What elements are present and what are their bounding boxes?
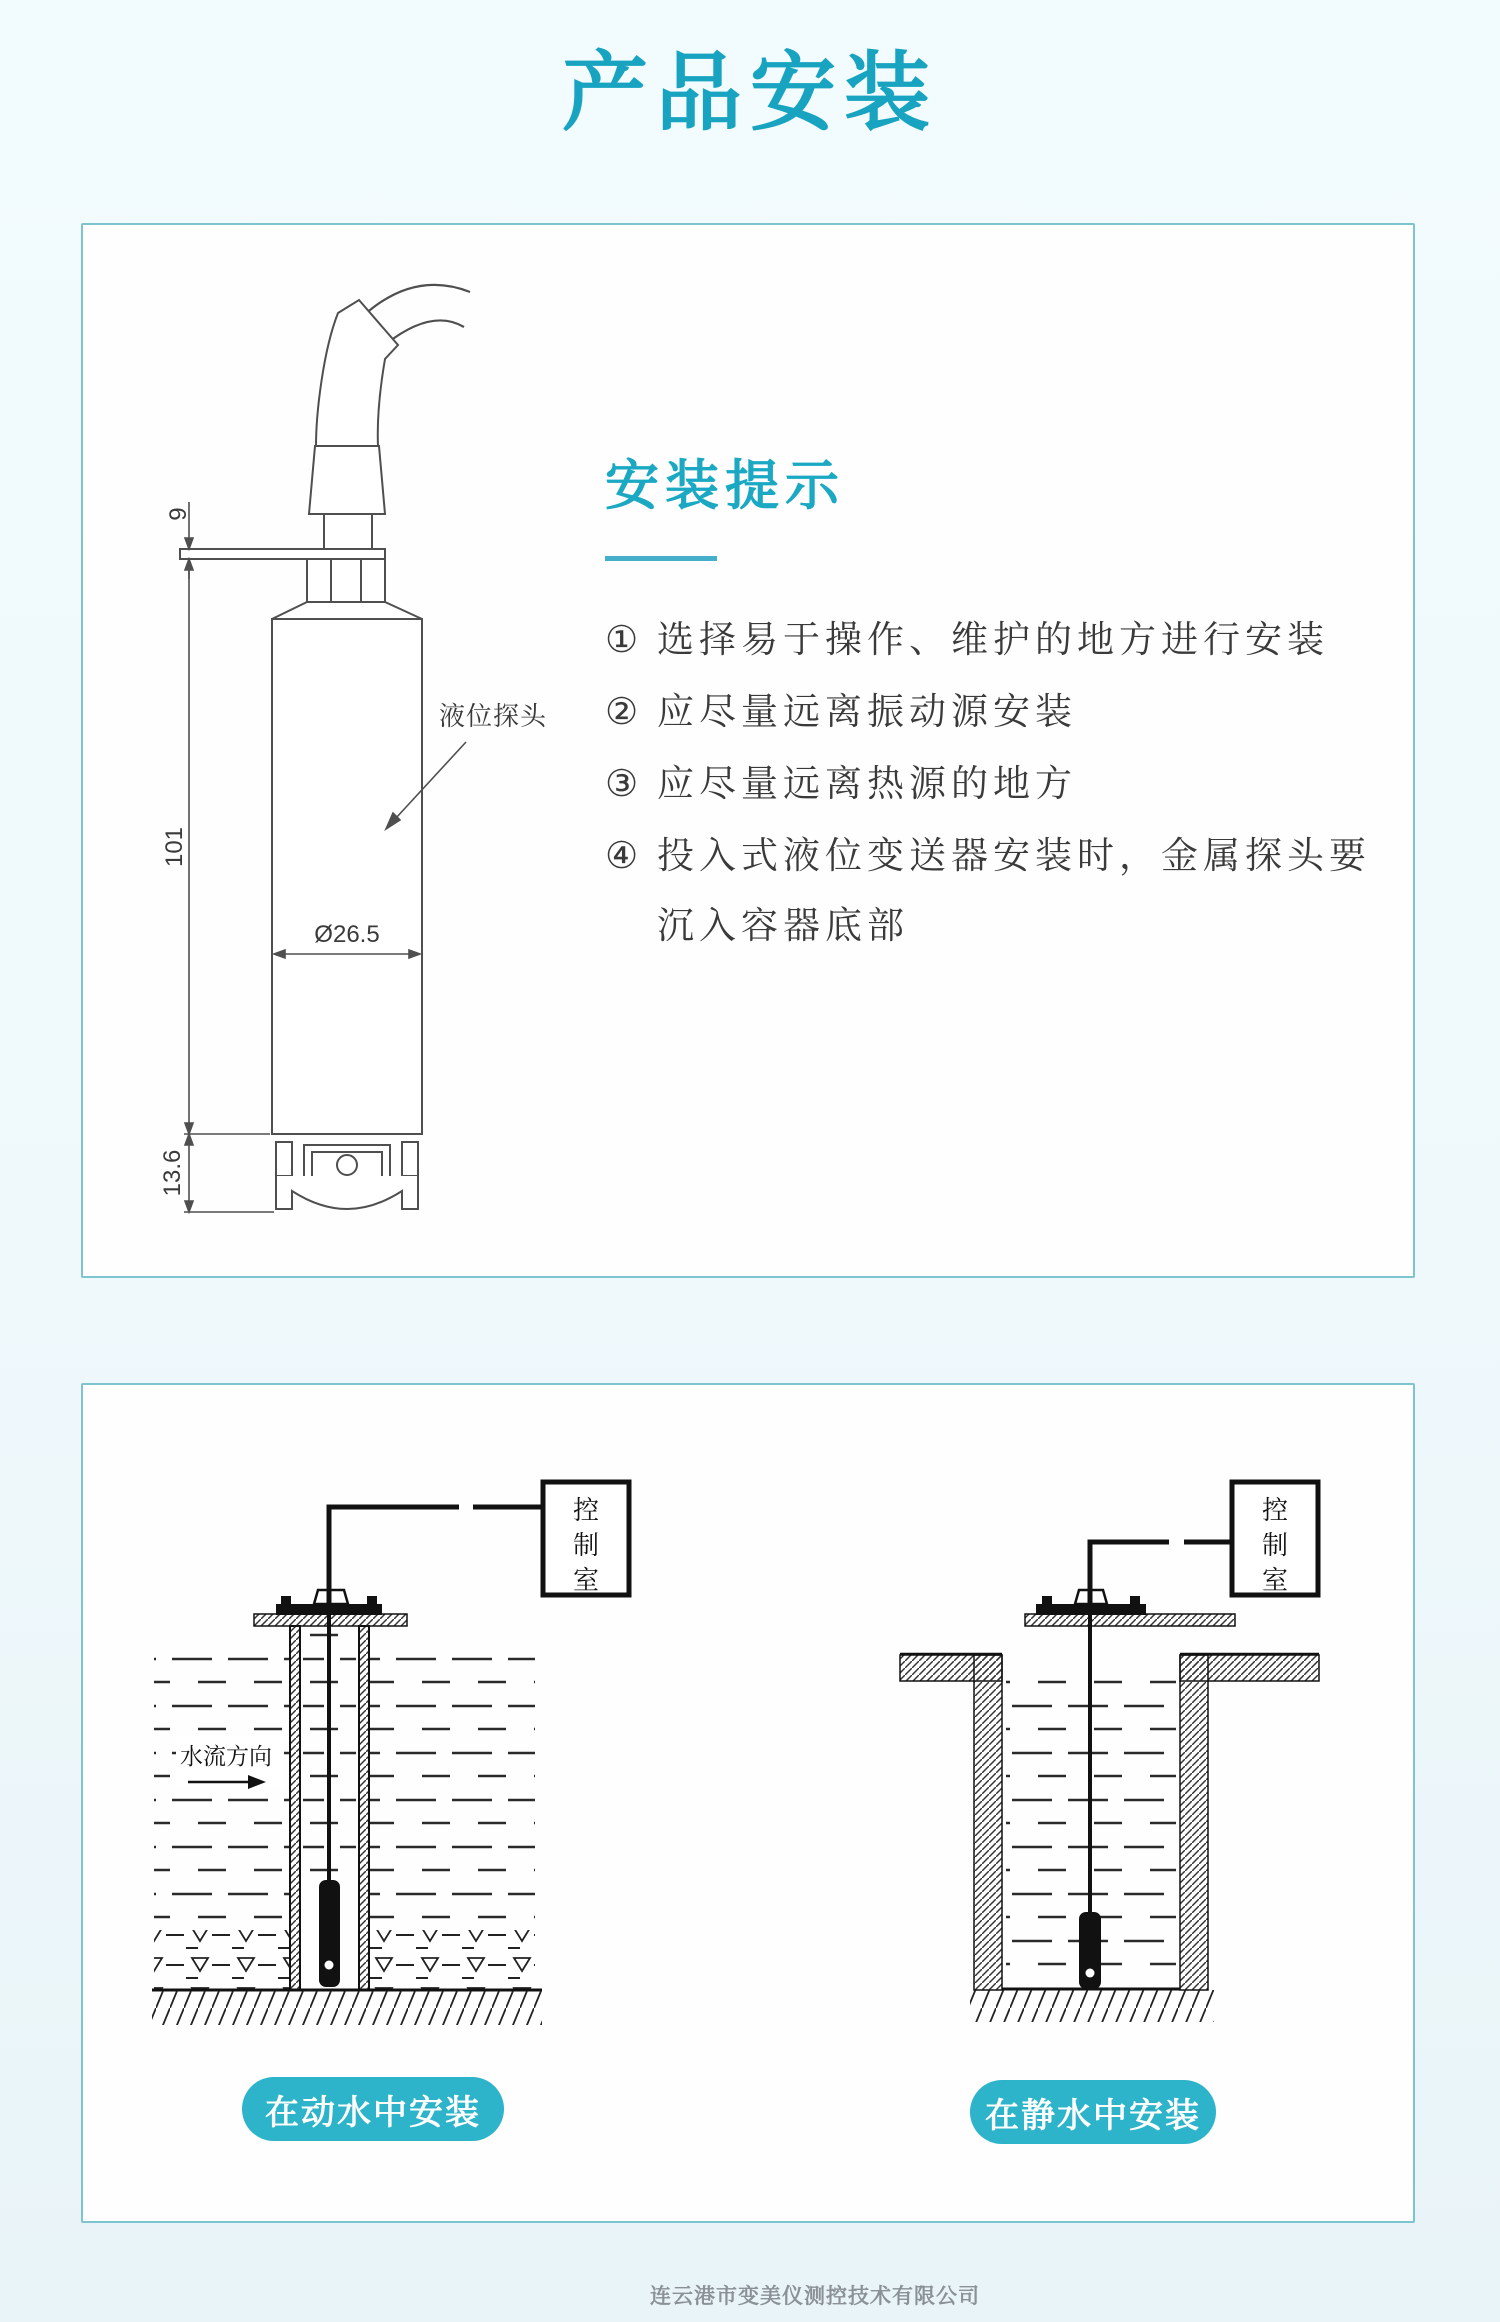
probe-dot [1086, 1969, 1095, 1978]
pit-wall-right [1180, 1655, 1208, 1990]
dim-label-13-6: 13.6 [159, 1149, 186, 1197]
sediment-right [369, 1930, 535, 1990]
dim-label-101: 101 [161, 826, 188, 868]
tip-item [605, 821, 1375, 961]
flow-direction-label: 水流方向 [180, 1743, 272, 1769]
tips-list [605, 605, 1375, 961]
water-right [369, 1647, 535, 1930]
control-room-label: 控 [572, 1495, 600, 1525]
control-room-label: 室 [1261, 1565, 1289, 1595]
install-tips-section [605, 443, 1375, 963]
dynamic-water-scene [152, 1482, 629, 2025]
sensor-diagram-svg [132, 252, 582, 1252]
pit-wall-left [974, 1655, 1002, 1990]
tips-heading-underline [605, 556, 717, 561]
tip-item [605, 749, 1375, 819]
flange-bar [1036, 1604, 1146, 1615]
cable-run [329, 1507, 459, 1604]
control-room-label: 控 [1261, 1495, 1289, 1525]
dim-label-9: 9 [165, 507, 192, 521]
footer-company: 连云港市变美仪测控技术有限公司 [650, 2285, 980, 2308]
badge-dynamic-water: 在动水中安装 [242, 2077, 504, 2141]
flange-bolt-right [1130, 1596, 1140, 1605]
probe-dot [325, 1961, 334, 1970]
static-water-scene [900, 1482, 1319, 2022]
sediment-left [154, 1930, 290, 1990]
tube-wall-left [290, 1626, 300, 1990]
flange-bar [276, 1604, 382, 1615]
tips-heading: 安装提示 [605, 456, 845, 516]
flange-bolt-left [281, 1596, 291, 1605]
card-product-drawing [81, 223, 1415, 1278]
flange-plate [1025, 1614, 1235, 1626]
tip-text: 选择易于操作、维护的地方进行安装 [657, 619, 1329, 660]
ground-hatch [152, 1991, 542, 2025]
tip-number: ① [605, 619, 639, 660]
tip-number: ② [605, 691, 639, 732]
tube-wall-right [359, 1626, 369, 1990]
control-room-label: 制 [1261, 1530, 1289, 1560]
control-room-label: 制 [572, 1530, 600, 1560]
tip-number: ③ [605, 763, 639, 804]
dynamic-water-diagram-svg [142, 1422, 662, 2052]
static-water-diagram-svg [882, 1422, 1342, 2052]
sensor-body-outline [180, 300, 422, 1209]
probe [319, 1880, 340, 1987]
tip-item [605, 605, 1375, 675]
pit-bottom-hatch [970, 1990, 1214, 2022]
page-title: 产品安装 [562, 45, 938, 141]
probe-callout-label: 液位探头 [439, 701, 548, 731]
card-installation-diagrams [81, 1383, 1415, 2223]
tip-text: 应尽量远离热源的地方 [657, 763, 1077, 804]
dim-label-diameter: Ø26.5 [314, 921, 380, 948]
control-room-label: 室 [572, 1565, 600, 1595]
tip-item [605, 677, 1375, 747]
tip-text: 应尽量远离振动源安装 [657, 691, 1077, 732]
flange-bolt-right [367, 1596, 377, 1605]
badge-static-water: 在静水中安装 [970, 2080, 1216, 2144]
tip-text: 投入式液位变送器安装时，金属探头要沉入容器底部 [657, 835, 1371, 946]
tip-number: ④ [605, 835, 639, 876]
flange-bolt-left [1042, 1596, 1052, 1605]
